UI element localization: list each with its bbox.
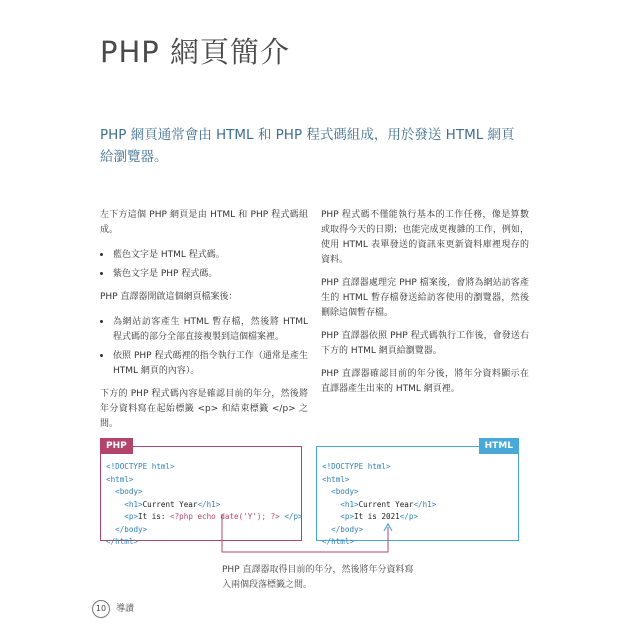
code-line: <!DOCTYPE html> [106,462,175,471]
html-label: HTML [479,438,519,454]
php-label: PHP [100,438,133,454]
paragraph: 下方的 PHP 程式碼內容是確認目前的年分，然後將年分資料寫在起始標籤 <p> 和結束標籤 </p> 之間。 [100,389,308,429]
code-line: <body> [331,487,359,496]
paragraph: PHP 直譯器開啟這個網頁檔案後： [100,292,238,302]
annotation-note: PHP 直譯器取得目前的年分，然後將年分資料寫入兩個段落標籤之間。 [222,565,414,590]
code-token: </p> [279,512,303,521]
paragraph: PHP 直譯器確認目前的年分後，將年分資料顯示在直譯器產生出來的 HTML 網頁裡。 [321,369,529,394]
page-number: 10 [92,600,110,618]
connector-line [222,514,388,552]
code-line: </html> [322,537,355,546]
page-title: PHP 網頁簡介 [100,35,291,69]
code-token: <h1> [340,499,359,509]
list-item: • 為網站訪客產生 HTML 暫存檔，然後將 HTML 程式碼的部分全部直接複製到這個檔案裡。 [113,313,308,345]
section-name: 導讀 [116,604,135,614]
list-item: • 依照 PHP 程式碼裡的指令執行工作（通常是產生 HTML 網頁的內容）。 [113,347,308,379]
paragraph: PHP 直譯器處理完 PHP 檔案後，會將為網站訪客產生的 HTML 暫存檔發送給訪客使用的瀏覽器，然後刪除這個暫存檔。 [321,278,529,318]
code-line: </body> [331,524,364,534]
list-item: • 紫色文字是 PHP 程式碼。 [113,265,308,282]
list-item: • 藍色文字是 HTML 程式碼。 [113,246,308,263]
paragraph: PHP 程式碼不僅能執行基本的工作任務，像是算數或取得今天的日期；也能完成更複雜的工作，例如，使用 HTML 表單發送的資訊來更新資料庫裡現存的資料。 [321,210,529,265]
code-token: </h1> [413,499,437,509]
code-token: </h1> [197,499,221,509]
code-line: </body> [115,524,148,534]
code-token: <p> [124,512,139,521]
code-token: </p> [399,512,419,521]
code-line: <html> [106,474,134,484]
code-token: <h1> [124,499,143,509]
code-line: <html> [322,474,350,484]
code-token: Current Year [142,499,198,509]
paragraph: PHP 直譯器依照 PHP 程式碼執行工作後，會發送右下方的 HTML 網頁給瀏覽器。 [321,331,529,356]
code-line: <body> [115,487,143,496]
intro-text: PHP 網頁通常會由 HTML 和 PHP 程式碼組成，用於發送 HTML 網頁給瀏覽器。 [100,127,515,165]
code-line: </html> [106,537,139,546]
paragraph: 左下方這個 PHP 網頁是由 HTML 和 PHP 程式碼組成。 [100,210,308,235]
code-token: <p> [340,512,355,521]
code-line: <!DOCTYPE html> [322,462,391,471]
code-token: Current Year [358,499,414,509]
code-token: It is: [138,512,171,521]
php-echo-code: <?php echo date('Y'); ?> [170,512,280,521]
code-token: It is 2021 [354,512,400,521]
